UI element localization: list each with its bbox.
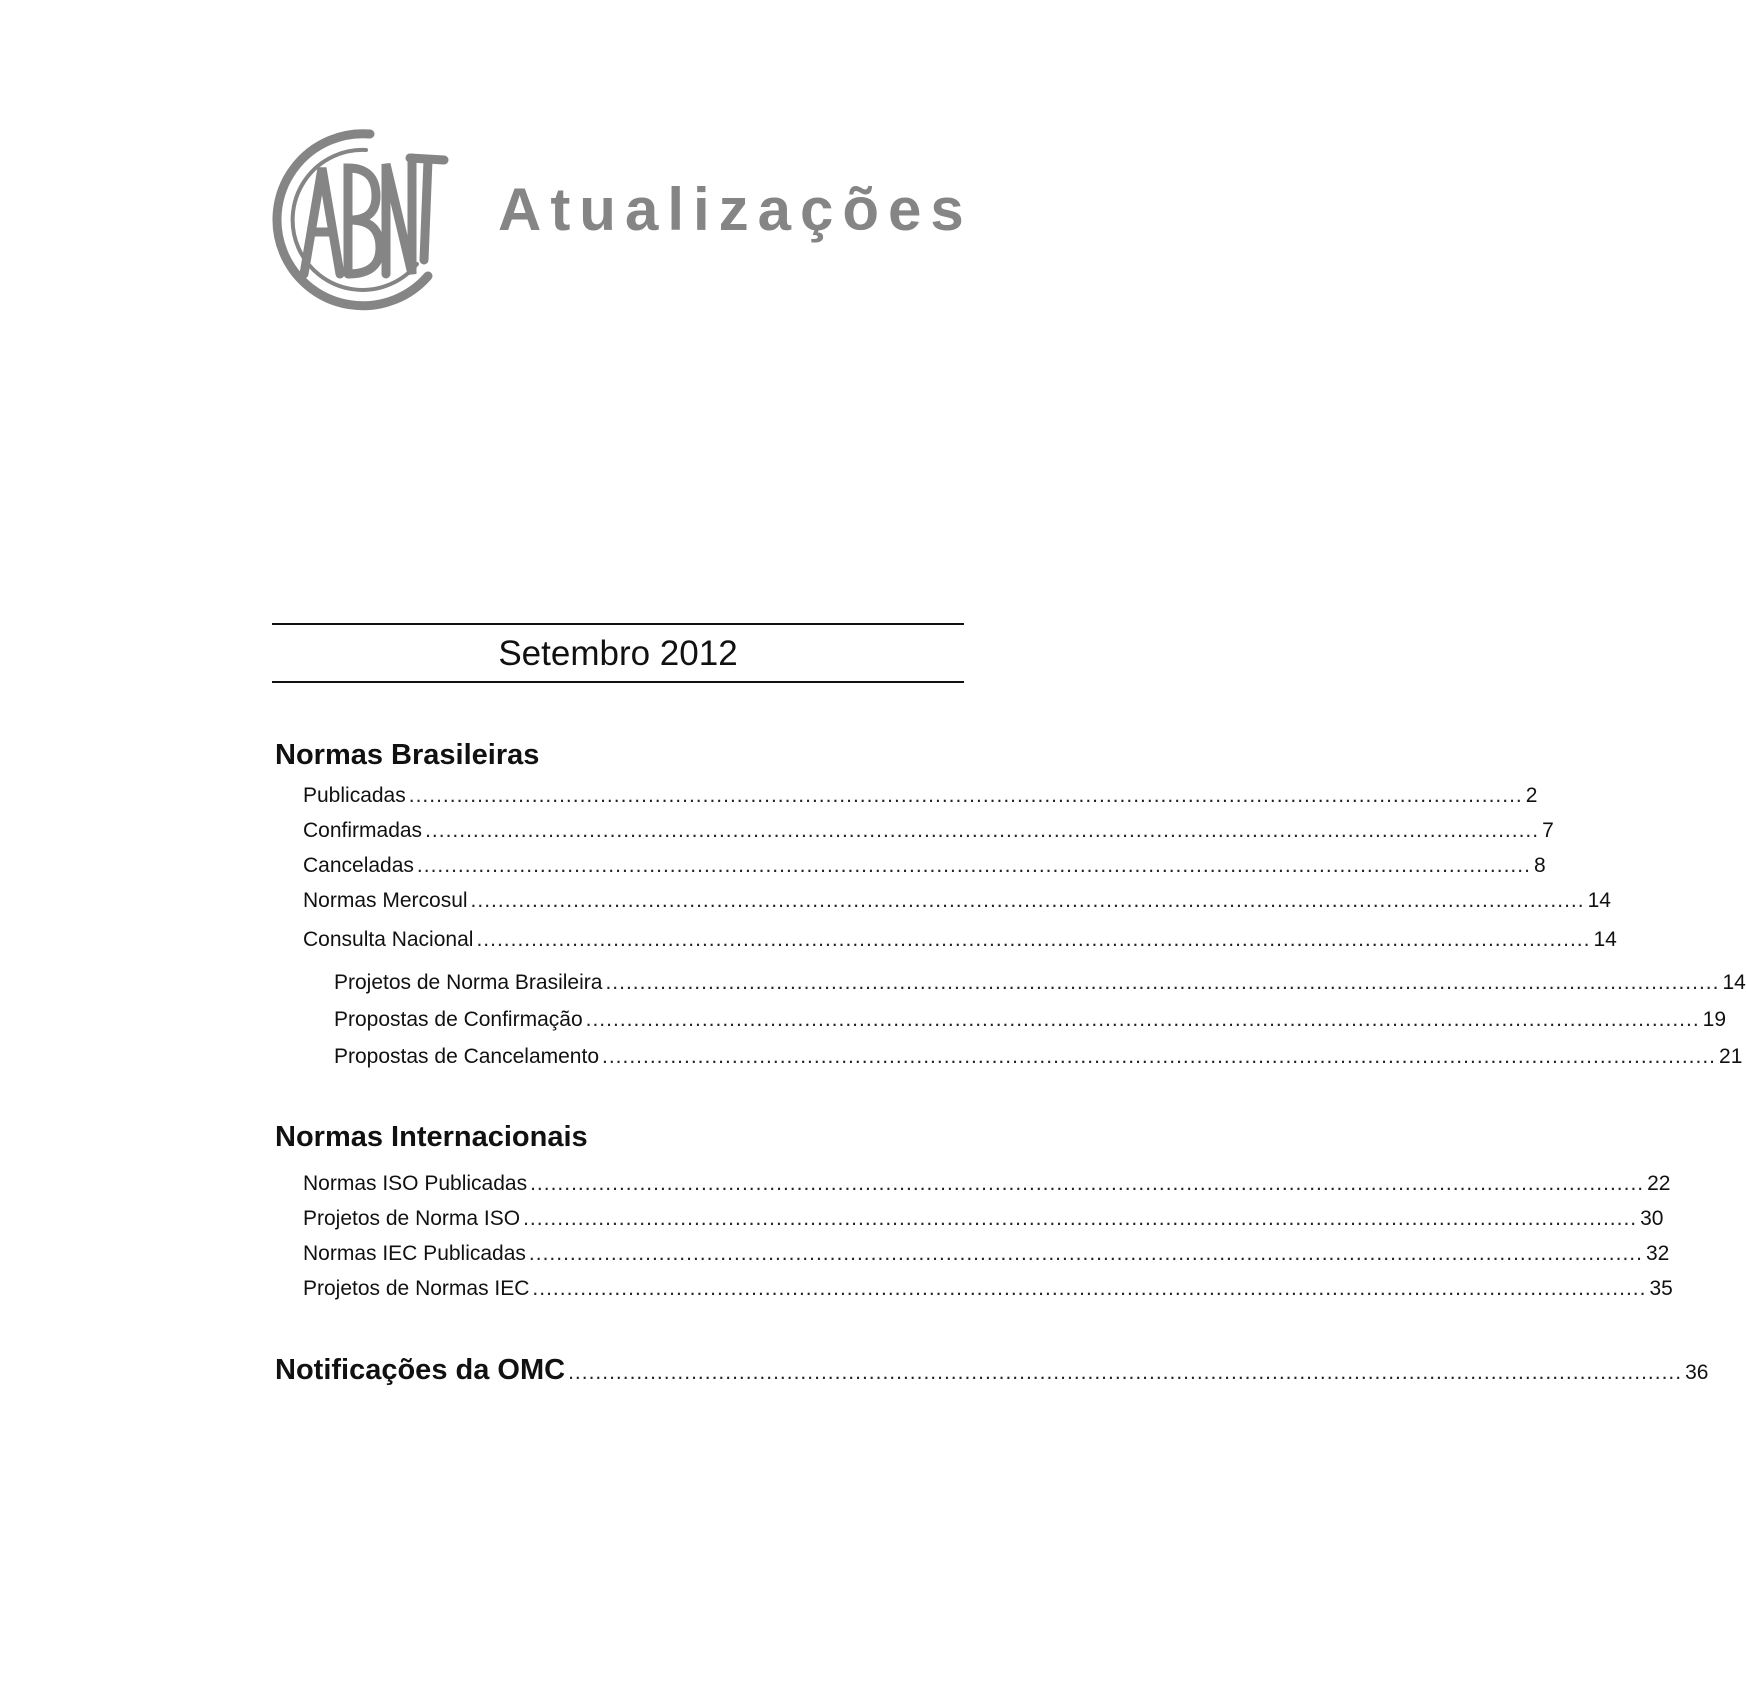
toc-entry-projetos-norma-iso[interactable]	[303, 1205, 1664, 1233]
section-heading-normas-brasileiras: Normas Brasileiras	[275, 739, 540, 771]
toc-page-number: 2	[1525, 784, 1538, 807]
toc-entry-projetos-norma-brasileira[interactable]	[334, 969, 1746, 997]
divider-top	[272, 623, 964, 625]
dot-leader: ...................................................................................................................................................................	[530, 1172, 1645, 1195]
dot-leader: ...................................................................................................................................................................	[605, 971, 1720, 994]
toc-page-number: 14	[1593, 928, 1617, 951]
toc-page-number: 22	[1647, 1172, 1671, 1195]
dot-leader: ...................................................................................................................................................................	[568, 1361, 1683, 1384]
toc-entry-label: Projetos de Normas IEC	[303, 1277, 530, 1300]
toc-page-number: 14	[1587, 889, 1611, 912]
toc-entry-normas-mercosul[interactable]	[303, 887, 1611, 915]
toc-page-number: 35	[1649, 1277, 1673, 1300]
publication-title: Atualizações	[498, 176, 973, 243]
toc-entry-notificacoes-omc[interactable]	[275, 1354, 1709, 1387]
toc-page-number: 30	[1640, 1207, 1664, 1230]
dot-leader: ...................................................................................................................................................................	[585, 1008, 1700, 1031]
toc-entry-label: Projetos de Norma Brasileira	[334, 971, 603, 994]
dot-leader: ...................................................................................................................................................................	[408, 784, 1523, 807]
dot-leader: ...................................................................................................................................................................	[416, 854, 1531, 877]
toc-entry-label: Propostas de Cancelamento	[334, 1045, 599, 1068]
edition-date: Setembro 2012	[498, 634, 738, 673]
toc-entry-label: Normas IEC Publicadas	[303, 1242, 526, 1265]
toc-entry-normas-iec-publicadas[interactable]	[303, 1240, 1670, 1268]
toc-entry-label: Normas ISO Publicadas	[303, 1172, 528, 1195]
dot-leader: ...................................................................................................................................................................	[476, 928, 1591, 951]
toc-entry-projetos-normas-iec[interactable]	[303, 1275, 1673, 1303]
toc-entry-label: Consulta Nacional	[303, 928, 474, 951]
toc-entry-label: Confirmadas	[303, 819, 423, 842]
dot-leader: ...................................................................................................................................................................	[523, 1207, 1638, 1230]
toc-page-number: 8	[1533, 854, 1546, 877]
dot-leader: ...................................................................................................................................................................	[528, 1242, 1643, 1265]
dot-leader: ...................................................................................................................................................................	[470, 889, 1585, 912]
toc-entry-label: Projetos de Norma ISO	[303, 1207, 521, 1230]
dot-leader: ...................................................................................................................................................................	[532, 1277, 1647, 1300]
toc-entry-propostas-cancelamento[interactable]	[334, 1043, 1743, 1071]
toc-page-number: 21	[1719, 1045, 1743, 1068]
abnt-seal-icon	[274, 124, 452, 312]
toc-entry-consulta-nacional[interactable]	[303, 926, 1617, 954]
toc-page-number: 32	[1645, 1242, 1670, 1265]
abnt-logo	[274, 124, 452, 312]
toc-page-number: 36	[1685, 1361, 1709, 1384]
section-heading-notificacoes-omc: Notificações da OMC	[275, 1354, 566, 1386]
toc-page-number: 19	[1702, 1008, 1727, 1031]
toc-entry-canceladas[interactable]	[303, 852, 1546, 880]
toc-entry-publicadas[interactable]	[303, 782, 1538, 810]
dot-leader: ...................................................................................................................................................................	[602, 1045, 1717, 1068]
toc-entry-label: Propostas de Confirmação	[334, 1008, 583, 1031]
divider-bottom	[272, 681, 964, 683]
toc-entry-propostas-confirmacao[interactable]	[334, 1006, 1727, 1034]
toc-entry-label: Normas Mercosul	[303, 889, 468, 912]
dot-leader: ...................................................................................................................................................................	[425, 819, 1540, 842]
toc-page-number: 7	[1542, 819, 1554, 842]
toc-page-number: 14	[1722, 971, 1746, 994]
toc-entry-confirmadas[interactable]	[303, 817, 1554, 845]
toc-entry-label: Publicadas	[303, 784, 406, 807]
toc-entry-normas-iso-publicadas[interactable]	[303, 1170, 1671, 1198]
section-heading-normas-internacionais: Normas Internacionais	[275, 1121, 588, 1153]
toc-entry-label: Canceladas	[303, 854, 414, 877]
